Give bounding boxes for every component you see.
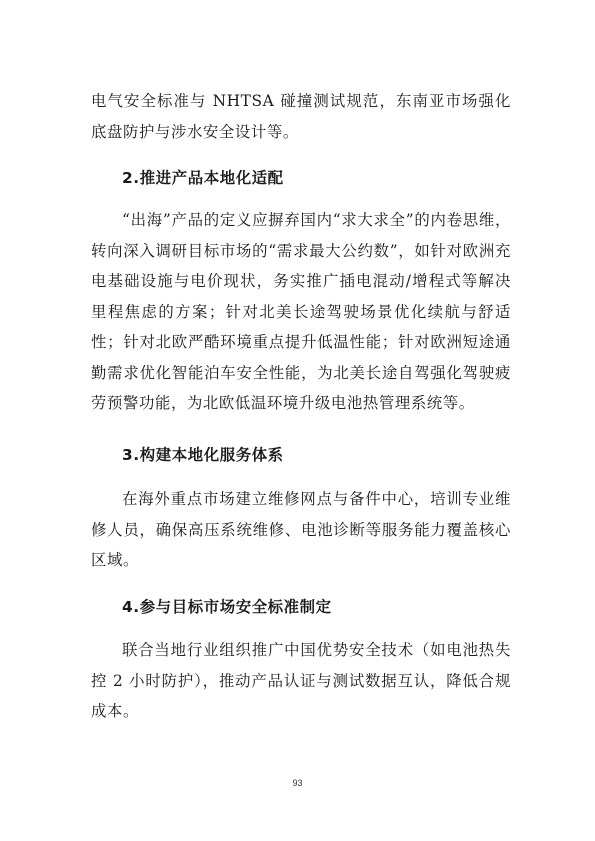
section-body-3: 在海外重点市场建立维修网点与备件中心，培训专业维修人员，确保高压系统维修、电池诊断等服务能力覆盖核心区域。 bbox=[91, 490, 511, 569]
section-body-2: “出海”产品的定义应摒弃国内“求大求全”的内卷思维，转向深入调研目标市场的“需求最大公约数”，如针对欧洲充电基础设施与电价现状，务实推广插电混动/增程式等解决里程焦虑的方案；针对北美长途驾驶场景优化续航与舒适性；针对北欧严酷环境重点提升低温性能；针对欧洲短途通勤需求优化智能泊车安全性能，为北美长途自驾强化驾驶疲劳预警功能，为北欧低温环境升级电池热管理系统等。 bbox=[91, 211, 511, 412]
section-heading-3: 3.构建本地化服务体系 bbox=[122, 446, 284, 464]
intro-paragraph: 电气安全标准与 NHTSA 碰撞测试规范，东南亚市场强化底盘防护与涉水安全设计等。 bbox=[91, 92, 511, 141]
section-body-4: 联合当地行业组织推广中国优势安全技术（如电池热失控 2 小时防护），推动产品认证与测试数据互认，降低合规成本。 bbox=[91, 641, 511, 720]
section-heading-4: 4.参与目标市场安全标准制定 bbox=[122, 598, 332, 616]
section-heading-2: 2.推进产品本地化适配 bbox=[122, 169, 284, 187]
page-number: 93 bbox=[292, 778, 303, 788]
